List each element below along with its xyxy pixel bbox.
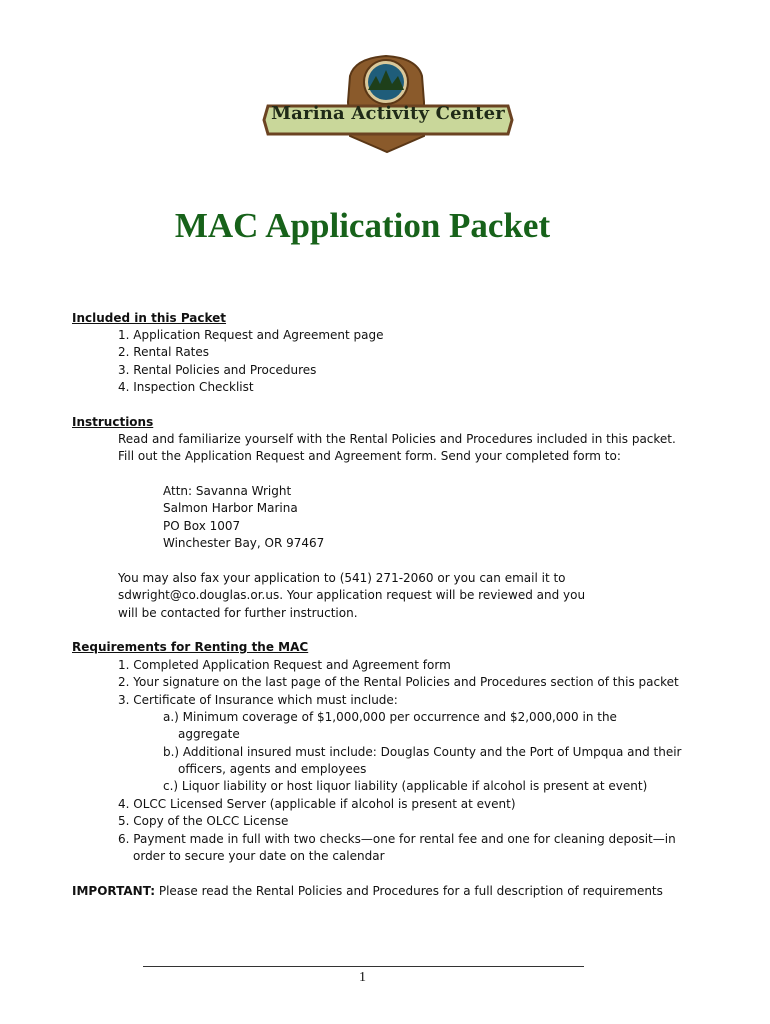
logo-text: Marina Activity Center	[271, 103, 505, 124]
instructions-line: Fill out the Application Request and Agreement form. Send your completed form to:	[118, 449, 621, 464]
fax-line: sdwright@co.douglas.or.us. Your application request will be reviewed and you	[118, 588, 586, 603]
address-line: Attn: Savanna Wright	[163, 484, 292, 498]
fax-line: You may also fax your application to (541) 271-2060 or you can email it to	[118, 571, 566, 585]
mailing-address	[163, 483, 324, 552]
list-item: 6. Payment made in full with two checks—one for rental fee and one for cleaning deposit—in	[118, 831, 676, 846]
list-item: 2. Your signature on the last page of the Rental Policies and Procedures section of this packet	[118, 675, 679, 690]
page-title: MAC Application Packet	[174, 206, 551, 245]
list-item: 1. Application Request and Agreement page	[118, 328, 384, 342]
address-line: Winchester Bay, OR 97467	[163, 535, 325, 550]
important-label: IMPORTANT:	[72, 884, 156, 898]
sub-list-item-continued: aggregate	[178, 727, 240, 742]
address-line: Salmon Harbor Marina	[163, 501, 298, 516]
requirements-list-continued	[118, 796, 676, 865]
page-number: 1	[359, 970, 366, 985]
important-text: Please read the Rental Policies and Procedures for a full description of requirements	[155, 884, 663, 898]
sub-list-item: b.) Additional insured must include: Douglas County and the Port of Umpqua and their	[163, 744, 682, 759]
fax-email-text	[118, 570, 585, 622]
instructions-heading: Instructions	[72, 415, 154, 429]
sub-list-item-continued: officers, agents and employees	[178, 761, 367, 776]
requirements-heading: Requirements for Renting the MAC	[72, 640, 309, 654]
instructions-text	[118, 431, 676, 466]
list-item: 1. Completed Application Request and Agreement form	[118, 658, 451, 672]
list-item-continued: order to secure your date on the calendar	[133, 848, 385, 863]
list-item: 3. Rental Policies and Procedures	[118, 362, 317, 377]
list-item: 3. Certificate of Insurance which must include:	[118, 692, 398, 707]
fax-line: will be contacted for further instruction.	[118, 605, 358, 620]
sub-list-item: a.) Minimum coverage of $1,000,000 per occurrence and $2,000,000 in the	[163, 710, 617, 724]
footer-divider	[143, 966, 584, 967]
requirements-list	[118, 657, 679, 709]
list-item: 2. Rental Rates	[118, 345, 210, 360]
list-item: 4. OLCC Licensed Server (applicable if alcohol is present at event)	[118, 797, 516, 811]
sub-list-item: c.) Liquor liability or host liquor liability (applicable if alcohol is present at event)	[163, 779, 648, 794]
instructions-line: Read and familiarize yourself with the Rental Policies and Procedures included in this packet.	[118, 432, 676, 446]
included-list	[118, 327, 384, 396]
address-line: PO Box 1007	[163, 518, 241, 533]
insurance-sub-list	[163, 709, 682, 795]
list-item: 4. Inspection Checklist	[118, 379, 254, 394]
marina-activity-center-logo	[262, 54, 514, 156]
important-note	[72, 884, 663, 898]
included-heading: Included in this Packet	[72, 311, 227, 325]
list-item: 5. Copy of the OLCC License	[118, 814, 289, 829]
